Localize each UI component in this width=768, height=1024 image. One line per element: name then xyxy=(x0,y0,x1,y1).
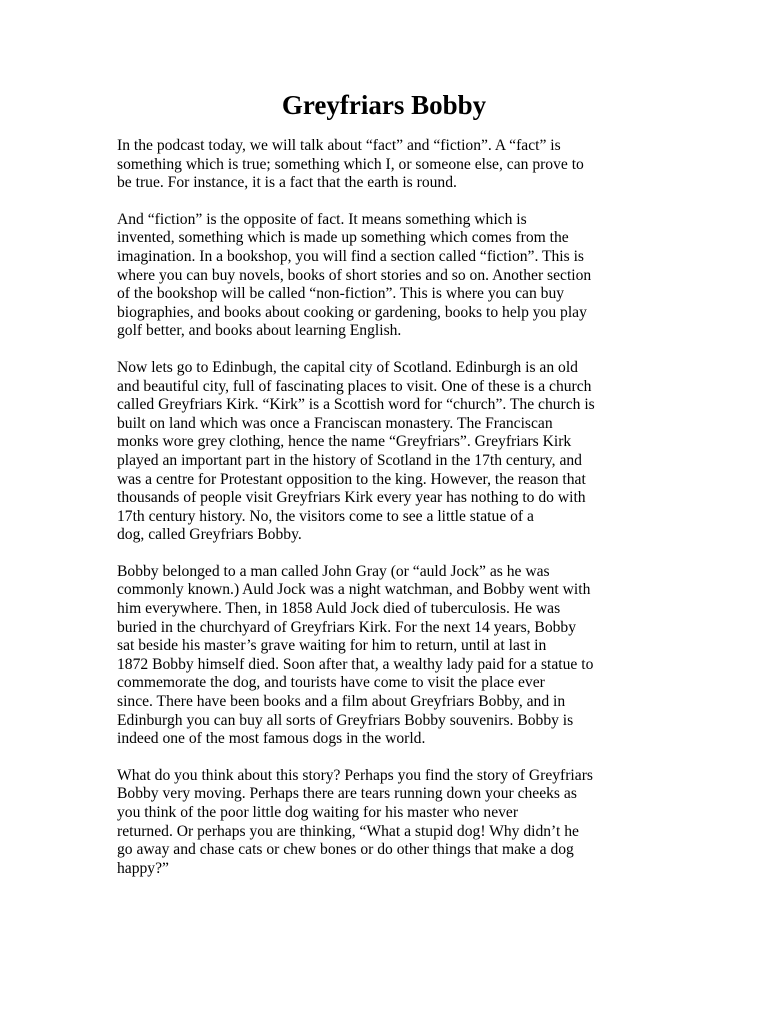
paragraph-line: since. There have been books and a film about Greyfriars Bobby, and in xyxy=(117,693,566,711)
paragraph-line: something which is true; something which I, or someone else, can prove to xyxy=(117,155,584,173)
paragraph-line: where you can buy novels, books of short stories and so on. Another section xyxy=(117,266,592,284)
paragraph-line: played an important part in the history of Scotland in the 17th century, and xyxy=(117,451,582,469)
paragraph-line: biographies, and books about cooking or gardening, books to help you play xyxy=(117,303,587,321)
paragraph-line: called Greyfriars Kirk. “Kirk” is a Scottish word for “church”. The church is xyxy=(117,396,595,414)
document-body xyxy=(117,137,657,896)
paragraph-line: In the podcast today, we will talk about “fact” and “fiction”. A “fact” is xyxy=(117,137,561,154)
paragraph-line: happy?” xyxy=(117,859,169,877)
paragraph-1 xyxy=(117,137,657,193)
paragraph-line: commonly known.) Auld Jock was a night watchman, and Bobby went with xyxy=(117,581,591,599)
paragraph-line: And “fiction” is the opposite of fact. It means something which is xyxy=(117,210,527,228)
paragraph-line: of the bookshop will be called “non-fiction”. This is where you can buy xyxy=(117,285,565,303)
paragraph-line: commemorate the dog, and tourists have come to visit the place ever xyxy=(117,674,545,692)
paragraph-line: dog, called Greyfriars Bobby. xyxy=(117,526,302,544)
paragraph-line: 1872 Bobby himself died. Soon after that, a wealthy lady paid for a statue to xyxy=(117,655,594,673)
paragraph-line: Bobby belonged to a man called John Gray (or “auld Jock” as he was xyxy=(117,562,550,580)
paragraph-line: invented, something which is made up something which comes from the xyxy=(117,229,569,247)
paragraph-line: returned. Or perhaps you are thinking, “What a stupid dog! Why didn’t he xyxy=(117,822,579,840)
document-title: Greyfriars Bobby xyxy=(281,90,487,120)
paragraph-line: monks wore grey clothing, hence the name “Greyfriars”. Greyfriars Kirk xyxy=(117,433,572,451)
paragraph-line: buried in the churchyard of Greyfriars Kirk. For the next 14 years, Bobby xyxy=(117,618,577,636)
paragraph-line: was a centre for Protestant opposition to the king. However, the reason that xyxy=(117,470,586,488)
paragraph-3 xyxy=(117,359,657,545)
paragraph-line: be true. For instance, it is a fact that the earth is round. xyxy=(117,174,457,192)
paragraph-line: sat beside his master’s grave waiting for him to return, until at last in xyxy=(117,637,547,655)
paragraph-line: 17th century history. No, the visitors come to see a little statue of a xyxy=(117,507,534,525)
paragraph-line: What do you think about this story? Perhaps you find the story of Greyfriars xyxy=(117,766,593,784)
paragraph-5 xyxy=(117,767,657,879)
paragraph-line: Now lets go to Edinbugh, the capital city of Scotland. Edinburgh is an old xyxy=(117,358,578,376)
paragraph-line: imagination. In a bookshop, you will find a section called “fiction”. This is xyxy=(117,247,584,265)
paragraph-line: Edinburgh you can buy all sorts of Greyfriars Bobby souvenirs. Bobby is xyxy=(117,711,574,729)
paragraph-line: him everywhere. Then, in 1858 Auld Jock died of tuberculosis. He was xyxy=(117,600,561,618)
paragraph-4 xyxy=(117,563,657,749)
paragraph-line: and beautiful city, full of fascinating places to visit. One of these is a church xyxy=(117,377,592,395)
paragraph-line: thousands of people visit Greyfriars Kirk every year has nothing to do with xyxy=(117,489,586,507)
paragraph-2 xyxy=(117,211,657,341)
paragraph-line: Bobby very moving. Perhaps there are tears running down your cheeks as xyxy=(117,785,577,803)
paragraph-line: golf better, and books about learning English. xyxy=(117,322,402,340)
paragraph-line: go away and chase cats or chew bones or do other things that make a dog xyxy=(117,841,574,859)
paragraph-line: you think of the poor little dog waiting for his master who never xyxy=(117,804,519,821)
paragraph-line: built on land which was once a Franciscan monastery. The Franciscan xyxy=(117,414,553,432)
paragraph-line: indeed one of the most famous dogs in the world. xyxy=(117,730,426,748)
